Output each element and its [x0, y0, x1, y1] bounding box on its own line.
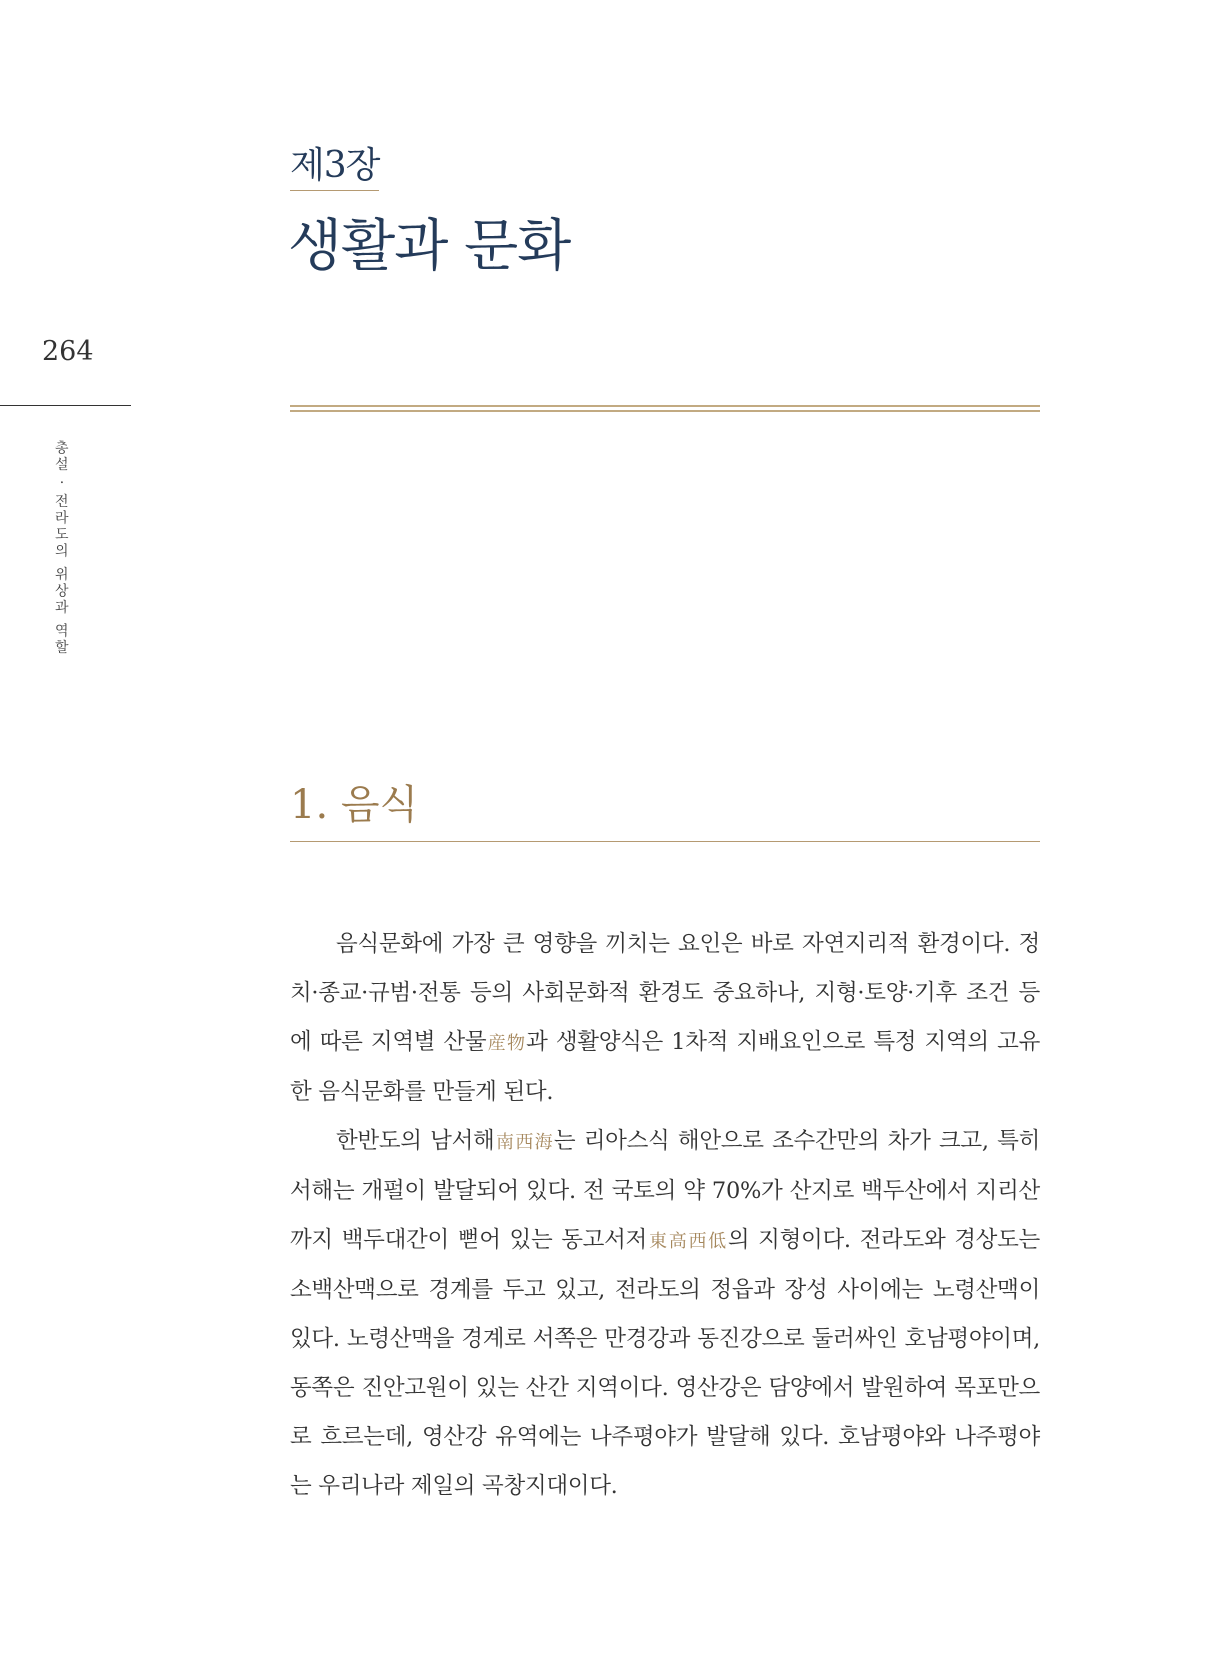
- text-run: 는 리아스식 해안으로 조수간만의 차가 크고, 특히 서해는 개펄이 발달되어 있다. 전 국토의 약 70%가 산지로 백두산에서 지리산까지 백두대간이 뻗어 있는 동고서저: [290, 1128, 1040, 1253]
- chapter-title: 생활과 문화: [288, 214, 571, 279]
- page-number: 264: [42, 336, 94, 367]
- text-run: 의 지형이다. 전라도와 경상도는 소백산맥으로 경계를 두고 있고, 전라도의 정읍과 장성 사이에는 노령산맥이 있다. 노령산맥을 경계로 서쪽은 만경강과 동진강으로 둘러싸인 호남평야이며, 동쪽은 진안고원이 있는 산간 지역이다. 영산강은 담양에서 발원하여 목포만으로 흐르는데, 영산강 유역에는 나주평야가 발달해 있다. 호남평야와 나주평야는 우리나라 제일의 곡창지대이다.: [290, 1227, 1040, 1499]
- text-run: 과 생활양식은 1차적 지배요인으로 특정 지역의 고유한 음식문화를 만들게 된다.: [290, 1029, 1040, 1105]
- hanja-annotation: 南西海: [494, 1132, 554, 1153]
- paragraph-2: [290, 1117, 1040, 1511]
- text-run: 한반도의 남서해: [336, 1128, 495, 1154]
- chapter-divider: [290, 405, 1040, 412]
- paragraph-1: [290, 920, 1040, 1117]
- chapter-label: 제3장: [290, 146, 379, 191]
- text-run: 음식문화에 가장 큰 영향을 끼치는 요인은 바로 자연지리적 환경이다. 정치·종교·규범·전통 등의 사회문화적 환경도 중요하나, 지형·토양·기후 조건 등에 따른 지역별 산물: [290, 931, 1040, 1055]
- body-text: [290, 920, 1040, 1511]
- hanja-annotation: 産物: [486, 1033, 527, 1054]
- hanja-annotation: 東高西低: [647, 1231, 728, 1252]
- running-head: 총설 · 전라도의 위상과 역할: [52, 440, 69, 657]
- section-heading: 1. 음식: [290, 783, 1040, 842]
- margin-divider: [0, 405, 131, 406]
